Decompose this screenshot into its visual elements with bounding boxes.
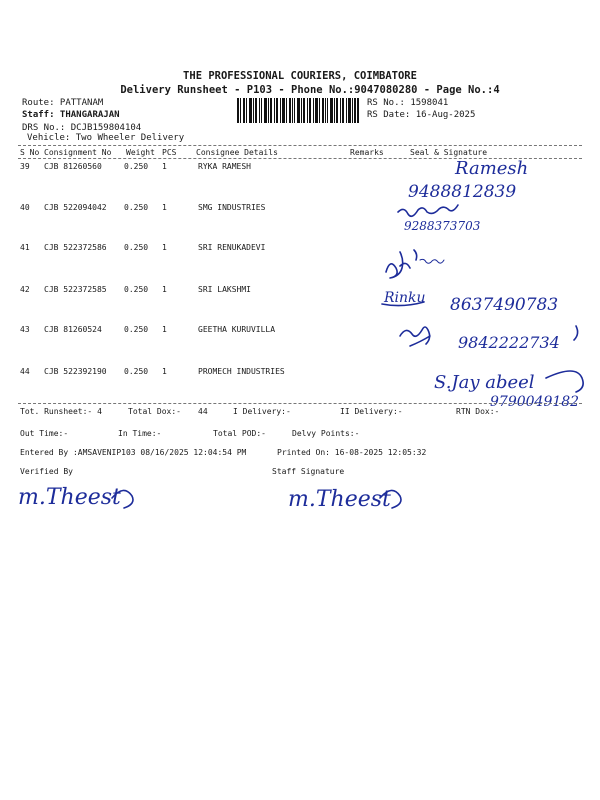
row-consignment: CJB 522372585 [44,285,107,294]
row-consignment: CJB 81260560 [44,162,102,171]
row-consignee: SRI RENUKADEVI [198,243,266,252]
total-dox-value: 44 [198,407,208,416]
row-consignment: CJB 522094042 [44,203,107,212]
staff-signature-text: m.Theest [288,487,391,512]
row-consignment: CJB 522392190 [44,367,107,376]
verified-signature-text: m.Theest [18,485,121,510]
handwritten-signatures [370,150,598,410]
row-weight: 0.250 [124,285,149,294]
total-pod: Total POD:- [213,429,266,438]
staff-signature [284,478,434,518]
vehicle-label: Vehicle: Two Wheeler Delivery [27,133,185,143]
row-pcs: 1 [162,367,167,376]
row-sno: 40 [20,203,30,212]
signature-r41-scribble [386,250,417,278]
signature-r42-name: Rinku [384,290,426,306]
row-sno: 44 [20,367,30,376]
signature-r42-phone: 8637490783 [450,295,559,315]
drs-number: DRS No.: DCJB159804104 [22,123,142,133]
row-sno: 43 [20,325,30,334]
signature-r40-phone: 9288373703 [404,219,481,233]
row-weight: 0.250 [124,325,149,334]
staff-signature-label: Staff Signature [272,467,345,476]
row-consignee: SMG INDUSTRIES [198,203,266,212]
runsheet-title: Delivery Runsheet - P103 - Phone No.:9047080280 - Page No.:4 [120,84,500,96]
col-header-consignment: Consignment No [44,148,112,157]
tot-runsheet: Tot. Runsheet:- 4 [20,407,102,416]
verified-by-label: Verified By [20,467,73,476]
rs-number: RS No.: 1598041 [367,98,449,108]
row-consignment: CJB 81260524 [44,325,102,334]
row-pcs: 1 [162,285,167,294]
signature-r44-phone: 9790049182 [490,394,580,410]
signature-r40-scribble [398,205,458,216]
row-weight: 0.250 [124,243,149,252]
row-consignment: CJB 522372586 [44,243,107,252]
signature-r43-phone: 9842222734 [458,333,560,352]
signature-r39-phone: 9488812839 [408,182,517,202]
route-label: Route: PATTANAM [22,98,104,108]
row-sno: 42 [20,285,30,294]
row-consignee: PROMECH INDUSTRIES [198,367,285,376]
ii-delivery: II Delivery:- [340,407,403,416]
col-header-weight: Weight [126,148,155,157]
row-weight: 0.250 [124,203,149,212]
row-sno: 41 [20,243,30,252]
row-weight: 0.250 [124,367,149,376]
signature-r43-tail [574,326,578,340]
col-header-remarks: Remarks [350,148,384,157]
company-title: THE PROFESSIONAL COURIERS, COIMBATORE [183,70,417,82]
col-header-sno: S No [20,148,40,157]
divider [18,145,582,146]
col-header-pcs: PCS [162,148,177,157]
verified-signature [14,478,164,518]
rtn-dox: RTN Dox:- [456,407,500,416]
entered-by: Entered By :AMSAVENIP103 08/16/2025 12:04:54 PM [20,448,247,457]
row-sno: 39 [20,162,30,171]
divider [18,403,582,404]
printed-on: Printed On: 16-08-2025 12:05:32 [277,448,427,457]
signature-r44-loop [546,371,583,392]
staff-label: Staff: THANGARAJAN [22,110,120,120]
rs-date: RS Date: 16-Aug-2025 [367,110,476,120]
row-pcs: 1 [162,243,167,252]
row-consignee: GEETHA KURUVILLA [198,325,276,334]
total-dox-label: Total Dox:- [128,407,181,416]
row-consignee: RYKA RAMESH [198,162,251,171]
col-header-consignee: Consignee Details [196,148,278,157]
row-weight: 0.250 [124,162,149,171]
delvy-points: Delvy Points:- [292,429,360,438]
in-time: In Time:- [118,429,162,438]
signature-r39-name: Ramesh [455,158,529,179]
signature-r41-tail [420,259,444,263]
i-delivery: I Delivery:- [233,407,291,416]
signature-r44-name: S.Jay abeel [434,372,535,393]
row-pcs: 1 [162,162,167,171]
barcode [237,98,359,123]
signature-r43-scribble [400,327,430,346]
row-pcs: 1 [162,325,167,334]
col-header-seal: Seal & Signature [410,148,488,157]
row-pcs: 1 [162,203,167,212]
row-consignee: SRI LAKSHMI [198,285,251,294]
out-time: Out Time:- [20,429,69,438]
